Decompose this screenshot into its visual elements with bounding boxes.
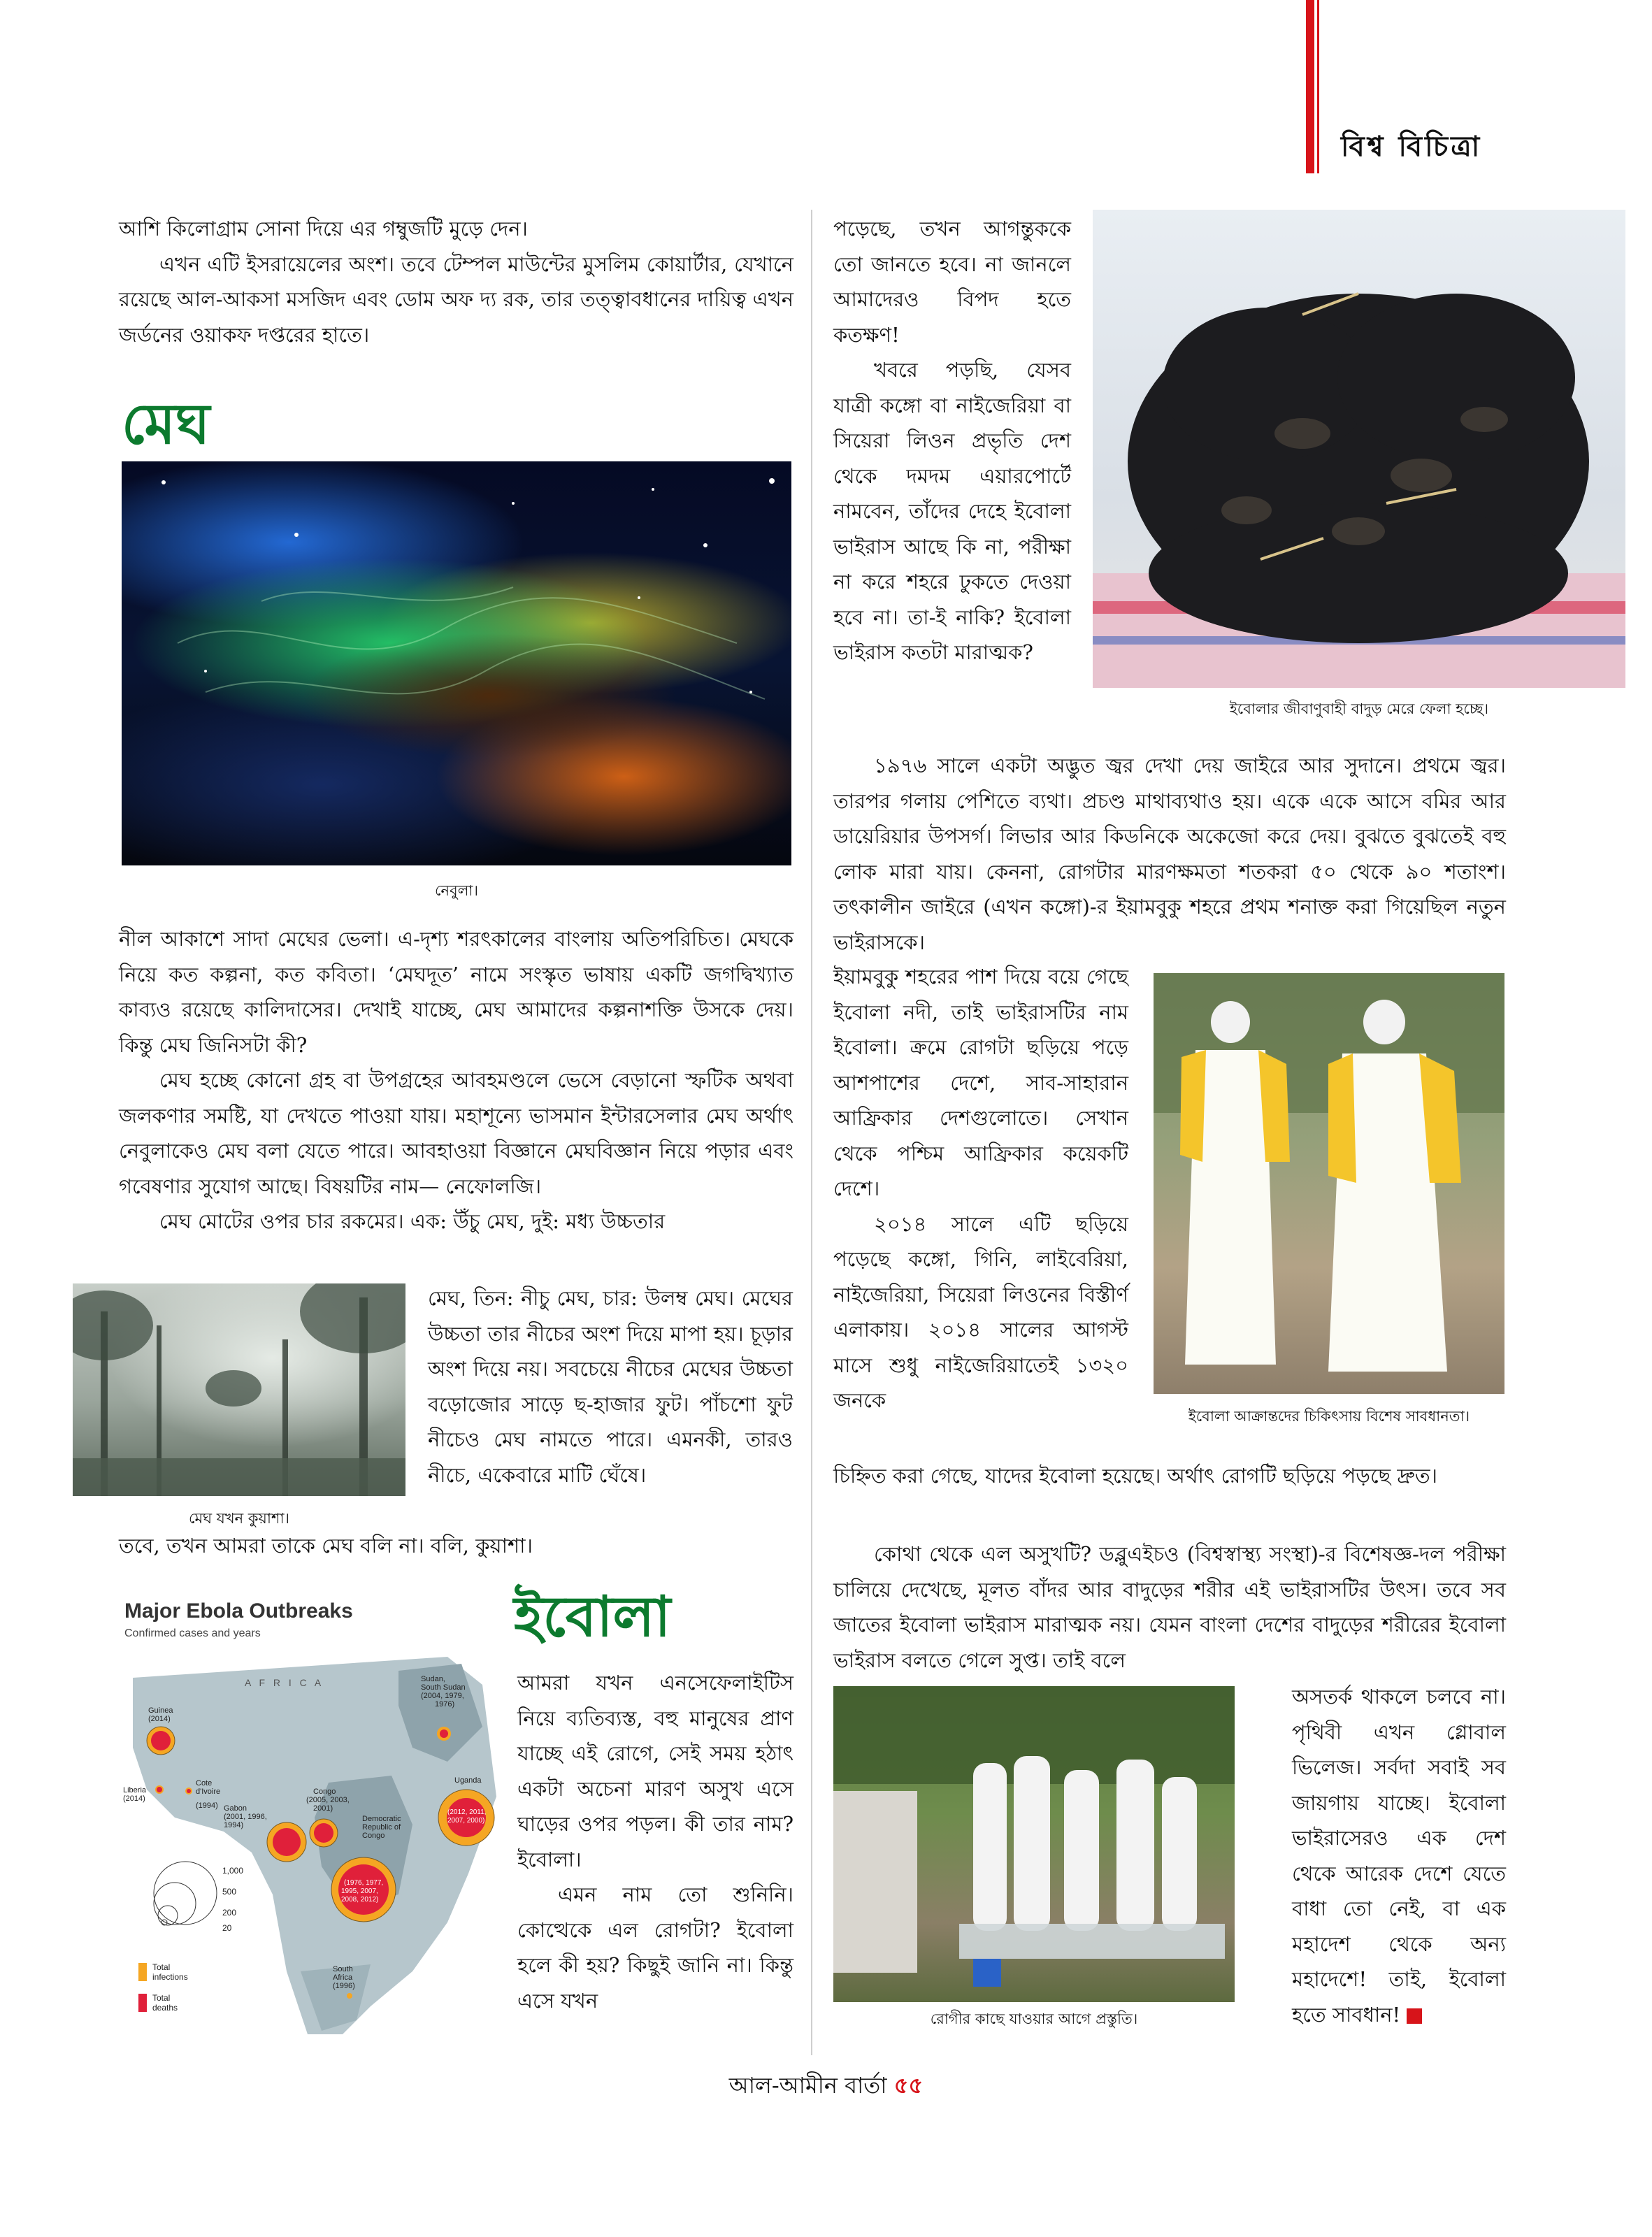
outbreak-guinea: [147, 1727, 175, 1755]
map-subtitle: Confirmed cases and years: [124, 1627, 261, 1639]
megh-text: [119, 921, 793, 1239]
paragraph: তবে, তখন আমরা তাকে মেঘ বলি না। বলি, কুয়াশা।: [119, 1534, 533, 1558]
paragraph: খবরে পড়ছি, যেসব যাত্রী কঙ্গো বা নাইজেরিয়া বা সিয়েরা লিওন প্রভৃতি দেশ থেকে দমদম এয়ারপোর্টে নামবেন, তাঁদের দেহে ইবোলা ভাইরাস আছে কি না, পরীক্ষা না করে শহরে ঢুকতে দেওয়া হবে না। তা-ই নাকি? ইবোলা ভাইরাস কতটা মারাত্মক?: [833, 358, 1071, 664]
megh-heading: মেঘ: [122, 391, 210, 456]
label-sudan-years-2: 1976): [435, 1700, 455, 1709]
paragraph: ইয়ামবুকু শহরের পাশ দিয়ে বয়ে গেছে ইবোলা নদী, তাই ভাইরাসটির নাম ইবোলা। ক্রমে রোগটা ছড়িয়ে পড়ে আশপাশের দেশে, সাব-সাহারান আফ্রিকার দেশগুলোতে। সেখান থেকে পশ্চিম আফ্রিকার কয়েকটি দেশে।: [833, 965, 1128, 1200]
legend-infections-swatch: [138, 1963, 147, 1981]
closing-text: অসতর্ক থাকলে চলবে না। পৃথিবী এখন গ্লোবাল ভিলেজ। সর্বদা সবাই সব জায়গায় যাচ্ছে। ইবোলা ভাইরাসেরও এক দেশ থেকে আরেক দেশে যেতে বাধা তো নেই, বা এক মহাদেশ থেকে অন্য মহাদেশে! তাই, ইবোলা হতে সাবধান!: [1292, 1685, 1506, 2027]
outbreak-south-africa: [347, 1993, 352, 1999]
africa-map: [119, 1643, 510, 2041]
megh-side-text: [428, 1281, 793, 1492]
legend-deaths-swatch: [138, 1994, 147, 2012]
label-cote: Cote: [196, 1779, 213, 1788]
paragraph: মেঘ হচ্ছে কোনো গ্রহ বা উপগ্রহের আবহমণ্ডলে ভেসে বেড়ানো স্ফটিক অথবা জলকণার সমষ্টি, যা দেখতে পাওয়া যায়। মহাশূন্যে ভাসমান ইন্টারসেলার মেঘ অর্থাৎ নেবুলাকেও মেঘ বলা যেতে পারে। আবহাওয়া বিজ্ঞানে মেঘবিজ্ঞান নিয়ে পড়ার এবং গবেষণার সুযোগ আছে। বিষয়টির নাম— নেফোলজি।: [119, 1068, 793, 1198]
paragraph: [1292, 1679, 1506, 2032]
paragraph: মেঘ, তিন: নীচু মেঘ, চার: উলম্ব মেঘ। মেঘের উচ্চতা তার নীচের অংশ দিয়ে মাপা হয়। চূড়ার অংশ দিয়ে নয়। সবচেয়ে নীচের মেঘের উচ্চতা বড়োজোর সাড়ে ছ-হাজার ফুট। পাঁচশো ফুট নীচেও মেঘ নামতে পারে। এমনকী, তারও নীচে, একেবারে মাটি ঘেঁষে।: [428, 1286, 793, 1487]
paragraph: চিহ্নিত করা গেছে, যাদের ইবোলা হয়েছে। অর্থাৎ রোগটি ছড়িয়ে পড়ছে দ্রুত।: [833, 1464, 1438, 1488]
right-full-text-1: [833, 748, 1506, 960]
fog-caption: মেঘ যখন কুয়াশা।: [188, 1510, 290, 1527]
paragraph: এমন নাম তো শুনিনি। কোত্থেকে এল রোগটা? ইবোলা হলে কী হয়? কিছুই জানি না। কিন্তু এসে যখন: [517, 1883, 793, 2013]
outbreak-gabon: [267, 1822, 306, 1862]
label-congo: Congo: [313, 1788, 336, 1796]
label-guinea-year: (2014): [148, 1715, 171, 1723]
region-label: A F R I C A: [245, 1677, 324, 1688]
label-drc: Democratic: [362, 1815, 401, 1823]
label-uganda-years: (2012, 2011,: [447, 1808, 487, 1816]
paragraph: মেঘ মোটের ওপর চার রকমের। এক: উঁচু মেঘ, দুই: মধ্য উচ্চতার: [159, 1209, 666, 1233]
label-south-africa-2: Africa: [333, 1973, 353, 1982]
label-liberia: Liberia: [123, 1786, 147, 1794]
ebola-heading: ইবোলা: [514, 1583, 671, 1649]
label-uganda: Uganda: [454, 1776, 482, 1785]
label-gabon: Gabon: [224, 1804, 247, 1813]
label-drc-2: Republic of: [362, 1823, 401, 1832]
right-full-text-2: [833, 1458, 1506, 1494]
outbreak-congo: [310, 1819, 338, 1847]
header-accent-line: [1317, 0, 1319, 173]
nebula-stars: [122, 461, 791, 865]
label-cote-year: (1994): [196, 1801, 218, 1810]
section-title: বিশ্ব বিচিত্রা: [1341, 131, 1483, 163]
label-uganda-years-2: 2007, 2000): [447, 1817, 485, 1825]
preparation-figures: [833, 1686, 1235, 2002]
label-drc-years-3: 2008, 2012): [341, 1896, 379, 1904]
paragraph: এখন এটি ইসরায়েলের অংশ। তবে টেম্পল মাউন্টের মুসলিম কোয়ার্টার, যেখানে রয়েছে আল-আকসা মসজিদ এবং ডোম অফ দ্য রক, তার তত্ত্বাবধানের দায়িত্ব এখন জর্ডনের ওয়াকফ দপ্তরের হাতে।: [119, 252, 793, 347]
paragraph: ১৯৭৬ সালে একটা অদ্ভুত জ্বর দেখা দেয় জাইরে আর সুদানে। প্রথমে জ্বর। তারপর গলায় পেশিতে ব্যথা। প্রচণ্ড মাথাব্যথাও হয়। একে একে আসে বমির আর ডায়েরিয়ার উপসর্গ। লিভার আর কিডনিকে অকেজো করে দেয়। বুঝতে বুঝতেই বহু লোক মারা যায়। কেননা, রোগটার মারণক্ষমতা শতকরা ৫০ থেকে ৯০ শতাংশ। তৎকালীন জাইরে (এখন কঙ্গো)-র ইয়ামবুকু শহরে প্রথম শনাক্ত করা গিয়েছিল নতুন ভাইরাসকে।: [833, 754, 1506, 954]
label-cote-2: d'Ivoire: [196, 1788, 221, 1796]
label-sudan-years: (2004, 1979,: [421, 1692, 464, 1700]
right-top-text: [833, 211, 1071, 670]
paragraph: ২০১৪ সালে এটি ছড়িয়ে পড়েছে কঙ্গো, গিনি, লাইবেরিয়া, নাইজেরিয়া, সিয়েরা লিওনের বিস্তীর্ণ এলাকায়। ২০১৪ সালের আগস্ট মাসে শুধু নাইজেরিয়াতেই ১৩২০ জনকে: [833, 1211, 1128, 1412]
paragraph: নীল আকাশে সাদা মেঘের ভেলা। এ-দৃশ্য শরৎকালের বাংলায় অতিপরিচিত। মেঘকে নিয়ে কত কল্পনা, কত কবিতা। ‘মেঘদূত’ নামে সংস্কৃত ভাষায় একটি জগদ্বিখ্যাত কাব্যও রয়েছে কালিদাসের। দেখাই যাচ্ছে, মেঘ আমাদের কল্পনাশক্তি উসকে দেয়। কিন্তু মেঘ জিনিসটা কী?: [119, 927, 793, 1057]
label-liberia-year: (2014): [123, 1794, 145, 1803]
paragraph: আশি কিলোগ্রাম সোনা দিয়ে এর গম্বুজটি মুড়ে দেন।: [119, 217, 528, 240]
paragraph: পড়েছে, তখন আগন্তুককে তো জানতে হবে। না জানলে আমাদেরও বিপদ হতে কতক্ষণ!: [833, 217, 1071, 347]
label-congo-year-2: 2001): [313, 1804, 333, 1813]
map-title: Major Ebola Outbreaks: [124, 1599, 353, 1623]
header-accent-bar: [1306, 0, 1314, 173]
doctors-caption: ইবোলা আক্রান্তদের চিকিৎসায় বিশেষ সাবধানতা।: [1188, 1408, 1470, 1425]
label-sudan-2: South Sudan: [421, 1683, 466, 1692]
footer-magazine-name: আল-আমীন বার্তা: [728, 2072, 887, 2099]
legend-infections-2: infections: [152, 1972, 188, 1982]
paragraph: আমরা যখন এনসেফেলাইটিস নিয়ে ব্যতিব্যস্ত, বহু মানুষের প্রাণ যাচ্ছে এই রোগে, সেই সময় হঠাৎ একটা অচেনা মারণ অসুখ এসে ঘাড়ের ওপর পড়ল। কী তার নাম? ইবোলা।: [517, 1671, 793, 1871]
column-divider: [811, 210, 812, 2055]
legend-deaths-2: deaths: [152, 2003, 178, 2013]
paragraph: কোথা থেকে এল অসুখটি? ডব্লুএইচও (বিশ্বস্বাস্থ্য সংস্থা)-র বিশেষজ্ঞ-দল পরীক্ষা চালিয়ে দেখেছে, মূলত বাঁদর আর বাদুড়ের শরীর এই ভাইরাসটির উৎস। তবে সব জাতের ইবোলা ভাইরাস মারাত্মক নয়। যেমন বাংলা দেশের বাদুড়ের শরীরের ইবোলা ভাইরাস বলতে গেলে সুপ্ত। তাই বলে: [833, 1542, 1506, 1672]
doctors-image: [1154, 973, 1504, 1394]
page-number: ৫৫: [893, 2072, 924, 2099]
scale-1000: 1,000: [222, 1866, 244, 1876]
legend-infections: Total: [152, 1962, 171, 1972]
label-gabon-year: (2001, 1996,: [224, 1813, 267, 1821]
label-guinea: Guinea: [148, 1706, 173, 1715]
footer: [0, 2068, 1652, 2106]
bats-image: [1093, 210, 1625, 688]
ebola-intro-text: [517, 1665, 793, 2018]
right-full-text-3: [833, 1537, 1506, 1678]
right-last-text: [1292, 1679, 1506, 2032]
label-congo-year: (2005, 2003,: [306, 1796, 350, 1804]
scale-200: 200: [222, 1908, 237, 1918]
ebola-outbreaks-map: [119, 1594, 510, 2041]
label-sudan: Sudan,: [421, 1675, 445, 1683]
label-drc-3: Congo: [362, 1832, 385, 1840]
bats-pile: [1093, 210, 1625, 688]
label-drc-years-2: 1995, 2007,: [341, 1887, 378, 1895]
label-south-africa: South: [333, 1965, 353, 1973]
nebula-caption: নেবুলা।: [435, 882, 478, 899]
right-mid-text: [833, 959, 1128, 1418]
intro-text: [119, 211, 793, 352]
fog-image: [73, 1283, 405, 1496]
bats-caption: ইবোলার জীবাণুবাহী বাদুড় মেরে ফেলা হচ্ছে।: [1229, 700, 1489, 717]
label-drc-years: (1976, 1977,: [344, 1879, 384, 1887]
megh-last-text: [119, 1528, 793, 1564]
preparation-caption: রোগীর কাছে যাওয়ার আগে প্রস্তুতি।: [930, 2011, 1138, 2027]
outbreak-cote: [185, 1788, 192, 1794]
end-mark: [1407, 2008, 1422, 2024]
doctors-figures: [1154, 973, 1504, 1394]
outbreak-liberia: [155, 1785, 164, 1794]
label-south-africa-year: (1996): [333, 1982, 355, 1990]
scale-20: 20: [222, 1923, 232, 1933]
label-gabon-year-2: 1994): [224, 1821, 244, 1829]
scale-500: 500: [222, 1887, 237, 1897]
fog-trees: [73, 1283, 405, 1496]
nebula-image: [122, 461, 791, 865]
outbreak-sudan: [437, 1727, 451, 1741]
preparation-image: [833, 1686, 1235, 2002]
legend-deaths: Total: [152, 1993, 171, 2003]
